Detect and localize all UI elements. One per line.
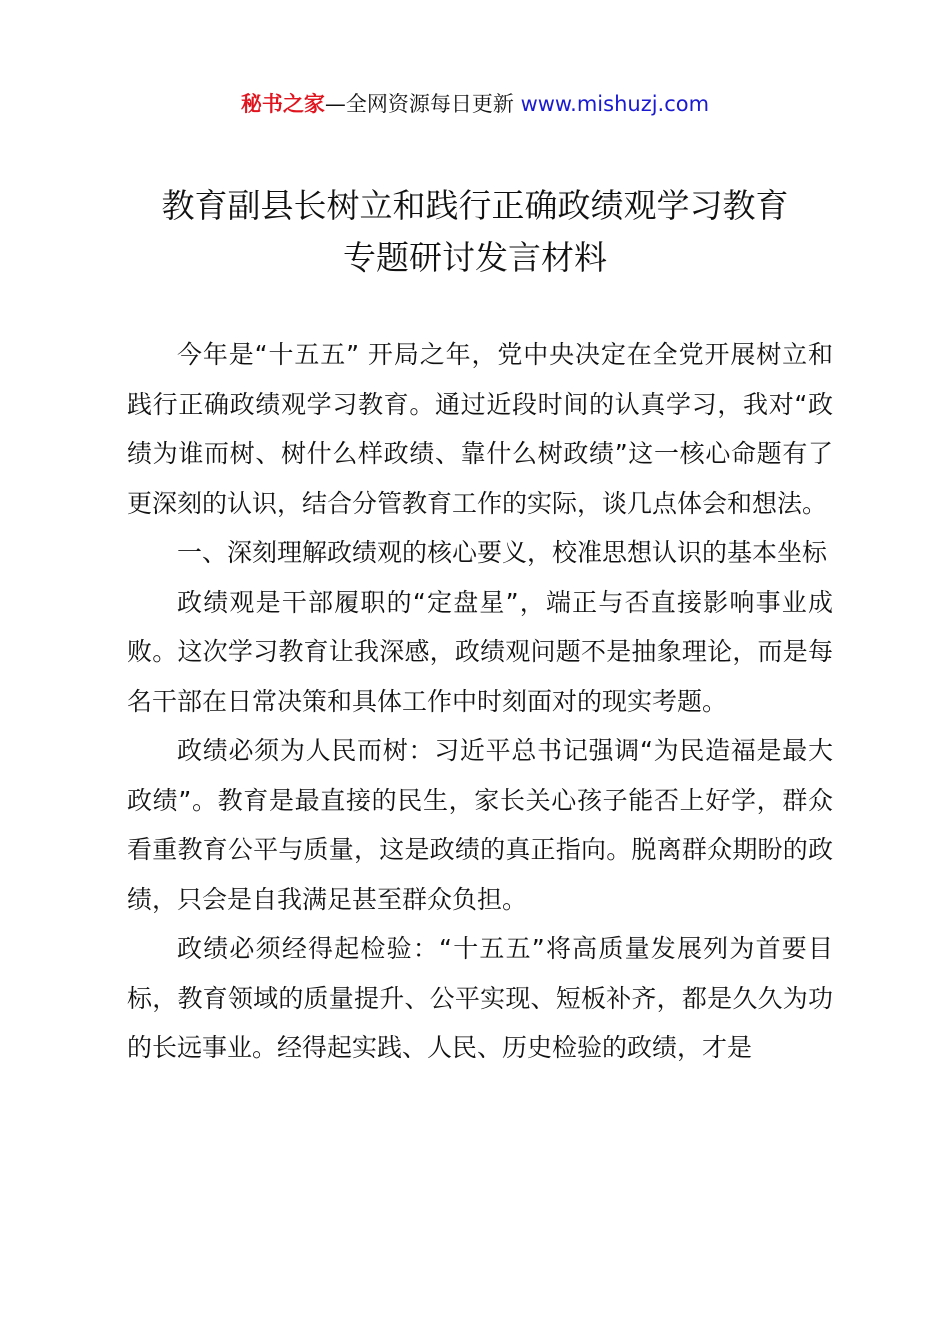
title-line-1: 教育副县长树立和践行正确政绩观学习教育: [161, 186, 789, 225]
paragraph-body: 政绩必须经得起检验：“十五五”将高质量发展列为首要目标，教育领域的质量提升、公平实现、短板补齐，都是久久为功的长远事业。经得起实践、人民、历史检验的政绩，才是: [127, 934, 833, 1062]
document-title: [100, 180, 850, 284]
paragraph-intro: 今年是“十五五” 开局之年，党中央决定在全党开展树立和践行正确政绩观学习教育。通过近段时间的认真学习，我对“政绩为谁而树、树什么样政绩、靠什么树政绩”这一核心命题有了更深刻的认识，结合分管教育工作的实际，谈几点体会和想法。: [127, 340, 833, 518]
paragraph-body: 政绩观是干部履职的“定盘星”，端正与否直接影响事业成败。这次学习教育让我深感，政绩观问题不是抽象理论，而是每名干部在日常决策和具体工作中时刻面对的现实考题。: [127, 587, 833, 716]
section-heading-1: 一、深刻理解政绩观的核心要义，校准思想认识的基本坐标: [177, 538, 828, 567]
site-tagline: —全网资源每日更新: [324, 92, 514, 116]
paragraph-body: 政绩必须为人民而树：习近平总书记强调“为民造福是最大政绩”。教育是最直接的民生，家长关心孩子能否上好学，群众看重教育公平与质量，这是政绩的真正指向。脱离群众期盼的政绩，只会是自我满足甚至群众负担。: [127, 736, 833, 914]
document-body: [127, 330, 833, 1073]
title-line-2: 专题研讨发言材料: [343, 238, 607, 277]
site-header: [0, 86, 950, 122]
site-url-link[interactable]: www.mishuzj.com: [520, 92, 710, 116]
site-brand: 秘书之家: [240, 92, 325, 116]
